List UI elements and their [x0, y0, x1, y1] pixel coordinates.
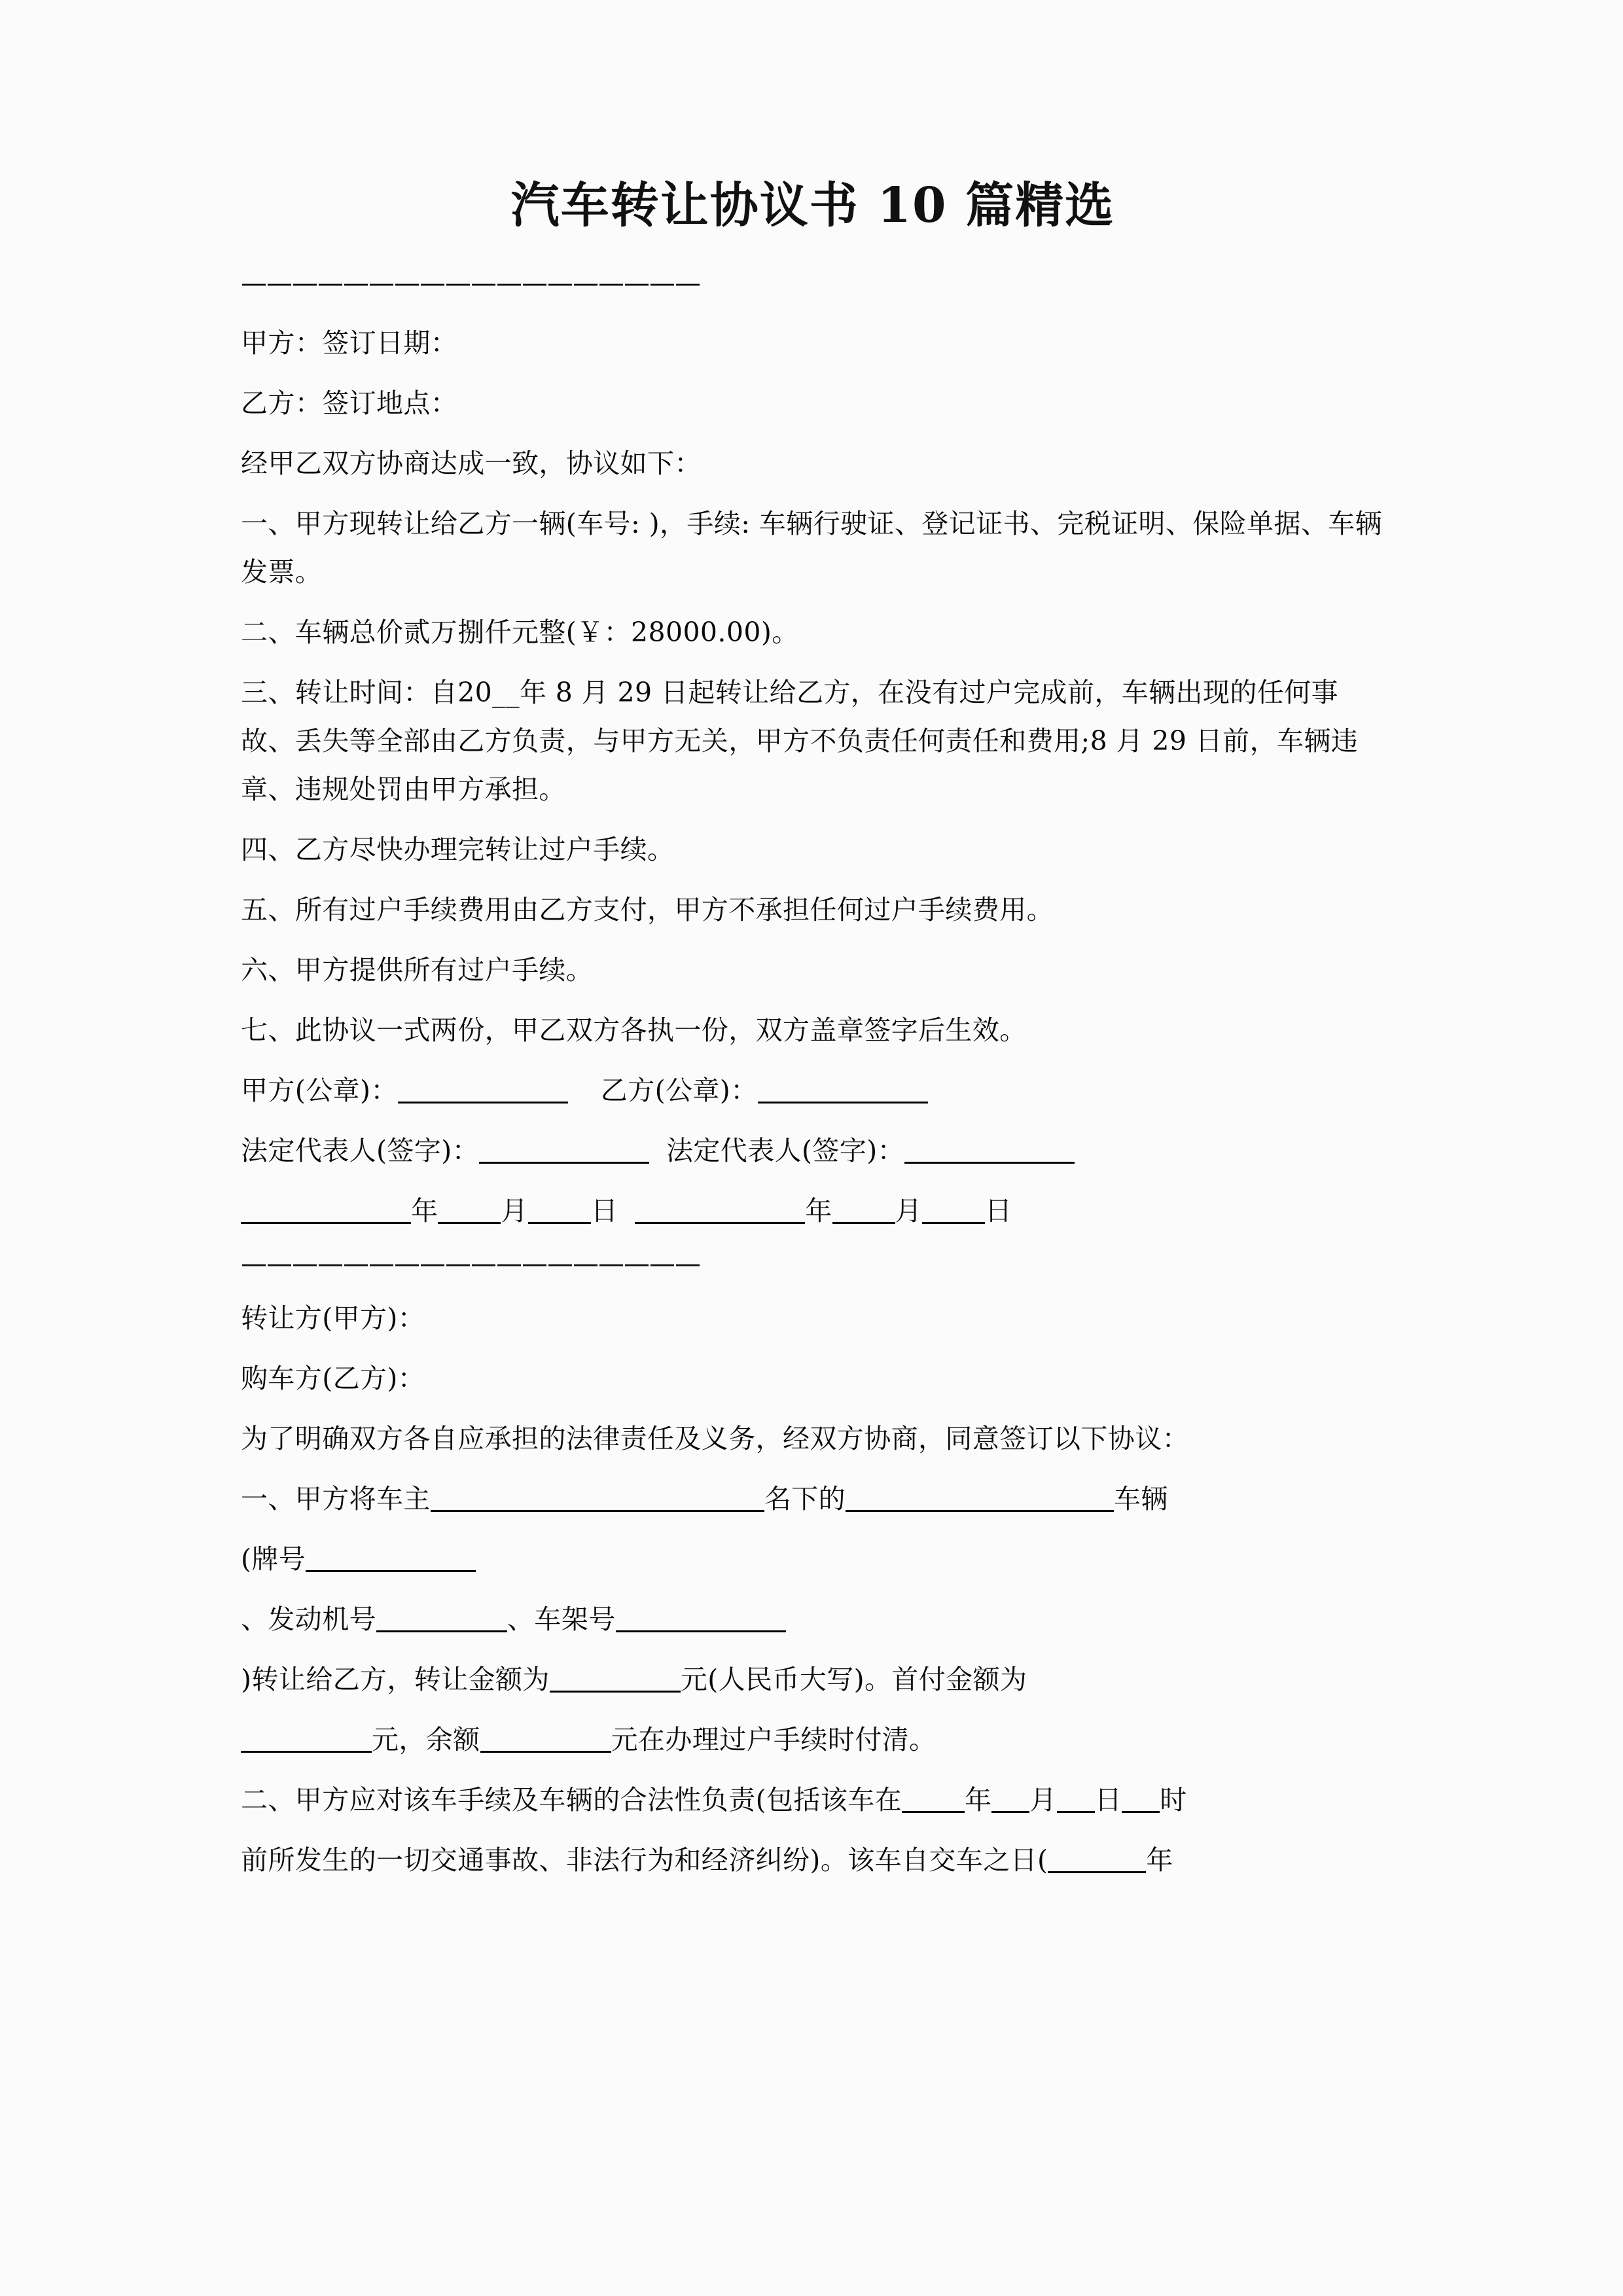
- legality-year-blank[interactable]: [902, 1811, 965, 1813]
- separator-rule-top: ——————————————————: [241, 270, 700, 298]
- clause-two: 二、车辆总价贰万捌仟元整(￥：28000.00)。: [241, 616, 799, 648]
- party-a-signing-date-line: 甲方：签订日期：: [241, 327, 458, 359]
- clause-one-text-c: 车辆: [1114, 1482, 1168, 1515]
- legality-month-label: 月: [1029, 1784, 1057, 1816]
- clause-four: 四、乙方尽快办理完转让过户手续。: [241, 833, 675, 865]
- plate-number-line: [241, 1535, 1385, 1583]
- date-a-month-blank[interactable]: [438, 1222, 501, 1224]
- delivery-year-blank[interactable]: [1048, 1871, 1146, 1873]
- down-payment-text-a: 元，余额: [372, 1723, 480, 1755]
- plate-number-label: (牌号: [241, 1543, 306, 1575]
- delivery-date-line: [241, 1836, 1385, 1884]
- date-b-month-blank[interactable]: [832, 1222, 895, 1224]
- transfer-amount-blank[interactable]: [550, 1691, 681, 1693]
- engine-number-blank[interactable]: [376, 1630, 507, 1632]
- separator-rule-middle: ——————————————————: [241, 1250, 700, 1279]
- transfer-amount-text-a: )转让给乙方，转让金额为: [241, 1663, 550, 1695]
- down-payment-line: [241, 1715, 1385, 1764]
- date-a-day-blank[interactable]: [528, 1222, 591, 1224]
- buyer-label-line: 购车方(乙方)：: [241, 1362, 425, 1394]
- legality-hour-blank[interactable]: [1122, 1811, 1160, 1813]
- seal-b-blank[interactable]: [758, 1102, 928, 1103]
- engine-chassis-line: [241, 1595, 1385, 1643]
- legality-hour-label: 时: [1160, 1784, 1187, 1816]
- agreement-two-clause-one: [241, 1475, 1385, 1523]
- clause-five: 五、所有过户手续费用由乙方支付，甲方不承担任何过户手续费用。: [241, 893, 1054, 925]
- transfer-amount-text-b: 元(人民币大写)。首付金额为: [680, 1663, 1027, 1695]
- legal-rep-signature-line: [241, 1126, 1385, 1175]
- date-b-year-blank[interactable]: [635, 1222, 805, 1224]
- rep-a-label: 法定代表人(签字)：: [241, 1134, 479, 1166]
- seal-a-blank[interactable]: [398, 1102, 568, 1103]
- date-a-month-label: 月: [501, 1194, 528, 1227]
- clause-six: 六、甲方提供所有过户手续。: [241, 954, 594, 986]
- signature-date-line: [241, 1187, 1385, 1235]
- agreement-two-clause-two: [241, 1776, 1385, 1824]
- date-b-year-label: 年: [805, 1194, 832, 1227]
- date-a-year-label: 年: [411, 1194, 438, 1227]
- down-payment-blank[interactable]: [241, 1751, 372, 1753]
- clause-three: 三、转让时间：自20__年 8 月 29 日起转让给乙方，在没有过户完成前，车辆出现的任何事故、丢失等全部由乙方负责，与甲方无关，甲方不负责任何责任和费用;8 月 29 日前，车辆违章、违规处罚由甲方承担。: [241, 676, 1359, 805]
- chassis-number-blank[interactable]: [616, 1630, 786, 1632]
- date-b-day-blank[interactable]: [922, 1222, 985, 1224]
- date-a-year-blank[interactable]: [241, 1222, 411, 1224]
- legality-day-blank[interactable]: [1057, 1811, 1095, 1813]
- balance-blank[interactable]: [480, 1751, 611, 1753]
- seal-signature-line: [241, 1066, 1385, 1115]
- legality-month-blank[interactable]: [991, 1811, 1029, 1813]
- clause-two-text-a: 二、甲方应对该车手续及车辆的合法性负责(包括该车在: [241, 1784, 902, 1816]
- transferor-label-line: 转让方(甲方)：: [241, 1302, 425, 1334]
- clause-one-text-b: 名下的: [764, 1482, 846, 1515]
- seal-a-label: 甲方(公章)：: [241, 1074, 398, 1106]
- delivery-text: 前所发生的一切交通事故、非法行为和经济纠纷)。该车自交车之日(: [241, 1844, 1048, 1876]
- chassis-number-label: 、车架号: [507, 1603, 616, 1635]
- transfer-amount-line: [241, 1655, 1385, 1704]
- party-b-signing-place-line: 乙方：签订地点：: [241, 387, 458, 419]
- date-b-day-label: 日: [985, 1194, 1012, 1227]
- agreement-two-preamble: 为了明确双方各自应承担的法律责任及义务，经双方协商，同意签订以下协议：: [241, 1422, 1189, 1454]
- document-content: [241, 0, 1385, 1884]
- engine-number-label: 、发动机号: [241, 1603, 376, 1635]
- plate-number-blank[interactable]: [306, 1570, 476, 1572]
- seal-b-label: 乙方(公章)：: [600, 1074, 758, 1106]
- clause-one: 一、甲方现转让给乙方一辆(车号: )，手续: 车辆行驶证、登记证书、完税证明、保险单据、车辆发票。: [241, 507, 1383, 588]
- page-title: 汽车转让协议书 10 篇精选: [510, 177, 1115, 234]
- delivery-year-label: 年: [1146, 1844, 1173, 1876]
- rep-a-blank[interactable]: [479, 1162, 649, 1164]
- down-payment-text-b: 元在办理过户手续时付清。: [611, 1723, 936, 1755]
- rep-b-label: 法定代表人(签字)：: [666, 1134, 904, 1166]
- vehicle-model-blank[interactable]: [846, 1510, 1114, 1512]
- rep-b-blank[interactable]: [904, 1162, 1075, 1164]
- date-b-month-label: 月: [895, 1194, 923, 1227]
- agreement-one-preamble: 经甲乙双方协商达成一致，协议如下：: [241, 447, 702, 479]
- legality-day-label: 日: [1094, 1784, 1122, 1816]
- car-owner-blank[interactable]: [431, 1510, 764, 1512]
- date-a-day-label: 日: [590, 1194, 618, 1227]
- clause-one-text-a: 一、甲方将车主: [241, 1482, 431, 1515]
- clause-seven: 七、此协议一式两份，甲乙双方各执一份，双方盖章签字后生效。: [241, 1014, 1027, 1046]
- legality-year-label: 年: [965, 1784, 992, 1816]
